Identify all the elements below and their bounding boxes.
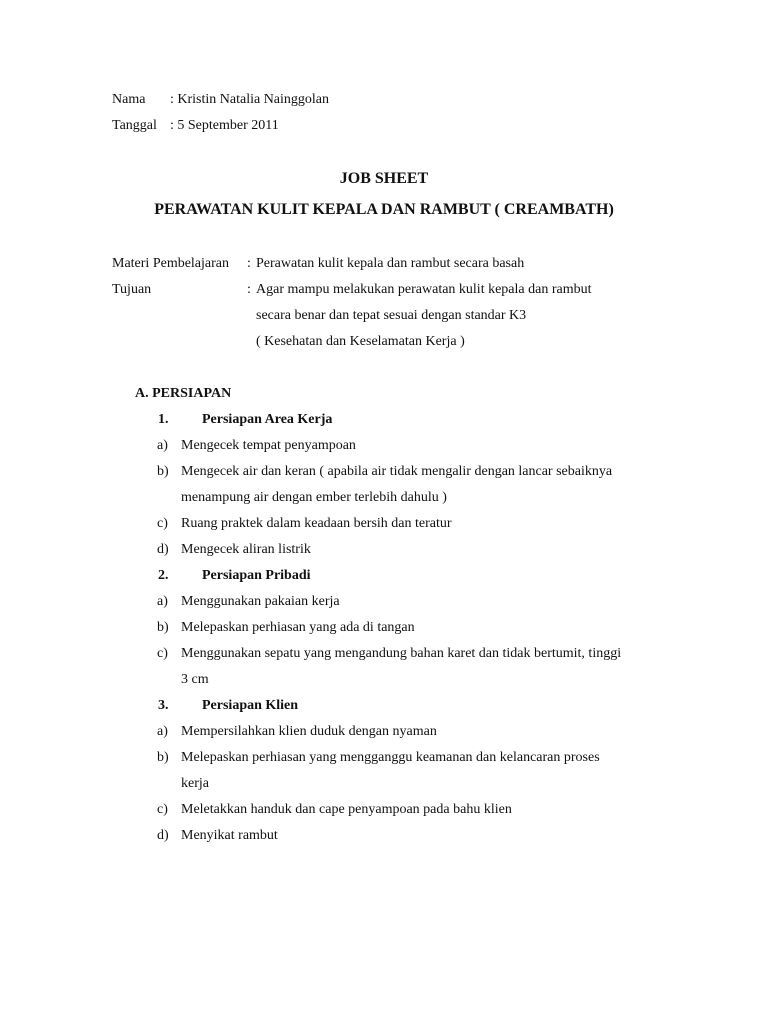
document-title: JOB SHEET <box>339 170 429 187</box>
name-value: : Kristin Natalia Nainggolan <box>170 92 330 107</box>
sub1-item-b-text-line-2: menampung air dengan ember terlebih dahulu ) <box>181 490 447 505</box>
sub2-number: 2. <box>158 568 169 583</box>
sub1-title: Persiapan Area Kerja <box>202 412 333 427</box>
materi-colon: : <box>247 256 251 271</box>
sub3-title: Persiapan Klien <box>202 698 299 713</box>
date-value: : 5 September 2011 <box>170 118 279 133</box>
sub3-item-a-text: Mempersilahkan klien duduk dengan nyaman <box>181 724 437 739</box>
sub2-item-c-text-line-2: 3 cm <box>181 672 209 687</box>
sub3-item-b-text: Melepaskan perhiasan yang mengganggu keamanan dan kelancaran proses <box>181 750 600 765</box>
tujuan-line-2: secara benar dan tepat sesuai dengan standar K3 <box>256 308 527 323</box>
materi-label: Materi Pembelajaran <box>112 256 230 271</box>
sub3-item-d-marker: d) <box>157 828 169 843</box>
sub1-item-b-marker: b) <box>157 464 169 479</box>
sub2-item-c-text: Menggunakan sepatu yang mengandung bahan karet dan tidak bertumit, tinggi <box>181 646 622 661</box>
date-label: Tanggal <box>112 118 157 133</box>
materi-value: Perawatan kulit kepala dan rambut secara basah <box>256 256 525 271</box>
sub3-item-c-text: Meletakkan handuk dan cape penyampoan pada bahu klien <box>181 802 512 817</box>
name-label: Nama <box>112 92 146 107</box>
tujuan-colon: : <box>247 282 251 297</box>
sub1-item-c-text: Ruang praktek dalam keadaan bersih dan teratur <box>181 516 452 531</box>
sub1-number: 1. <box>158 412 169 427</box>
sub3-item-a-marker: a) <box>157 724 168 739</box>
sub3-number: 3. <box>158 698 169 713</box>
sub2-item-a-marker: a) <box>157 594 168 609</box>
sub1-item-a-text: Mengecek tempat penyampoan <box>181 438 356 453</box>
section-a-heading: A. PERSIAPAN <box>135 386 232 401</box>
sub1-item-d-text: Mengecek aliran listrik <box>181 542 311 557</box>
sub2-item-c-marker: c) <box>157 646 168 661</box>
document-subtitle: PERAWATAN KULIT KEPALA DAN RAMBUT ( CREAMBATH) <box>154 201 614 218</box>
tujuan-label: Tujuan <box>112 282 152 297</box>
sub2-item-b-marker: b) <box>157 620 169 635</box>
sub1-item-b-text: Mengecek air dan keran ( apabila air tidak mengalir dengan lancar sebaiknya <box>181 464 613 479</box>
sub3-item-b-text-line-2: kerja <box>181 776 209 791</box>
sub2-item-a-text: Menggunakan pakaian kerja <box>181 594 340 609</box>
sub2-item-b-text: Melepaskan perhiasan yang ada di tangan <box>181 620 415 635</box>
tujuan-line-3: ( Kesehatan dan Keselamatan Kerja ) <box>256 334 465 349</box>
sub3-item-c-marker: c) <box>157 802 168 817</box>
sub1-item-c-marker: c) <box>157 516 168 531</box>
tujuan-line-1: Agar mampu melakukan perawatan kulit kepala dan rambut <box>256 282 592 297</box>
sub1-item-a-marker: a) <box>157 438 168 453</box>
sub3-item-b-marker: b) <box>157 750 169 765</box>
sub1-item-d-marker: d) <box>157 542 169 557</box>
sub2-title: Persiapan Pribadi <box>202 568 311 583</box>
sub3-item-d-text: Menyikat rambut <box>181 828 278 843</box>
